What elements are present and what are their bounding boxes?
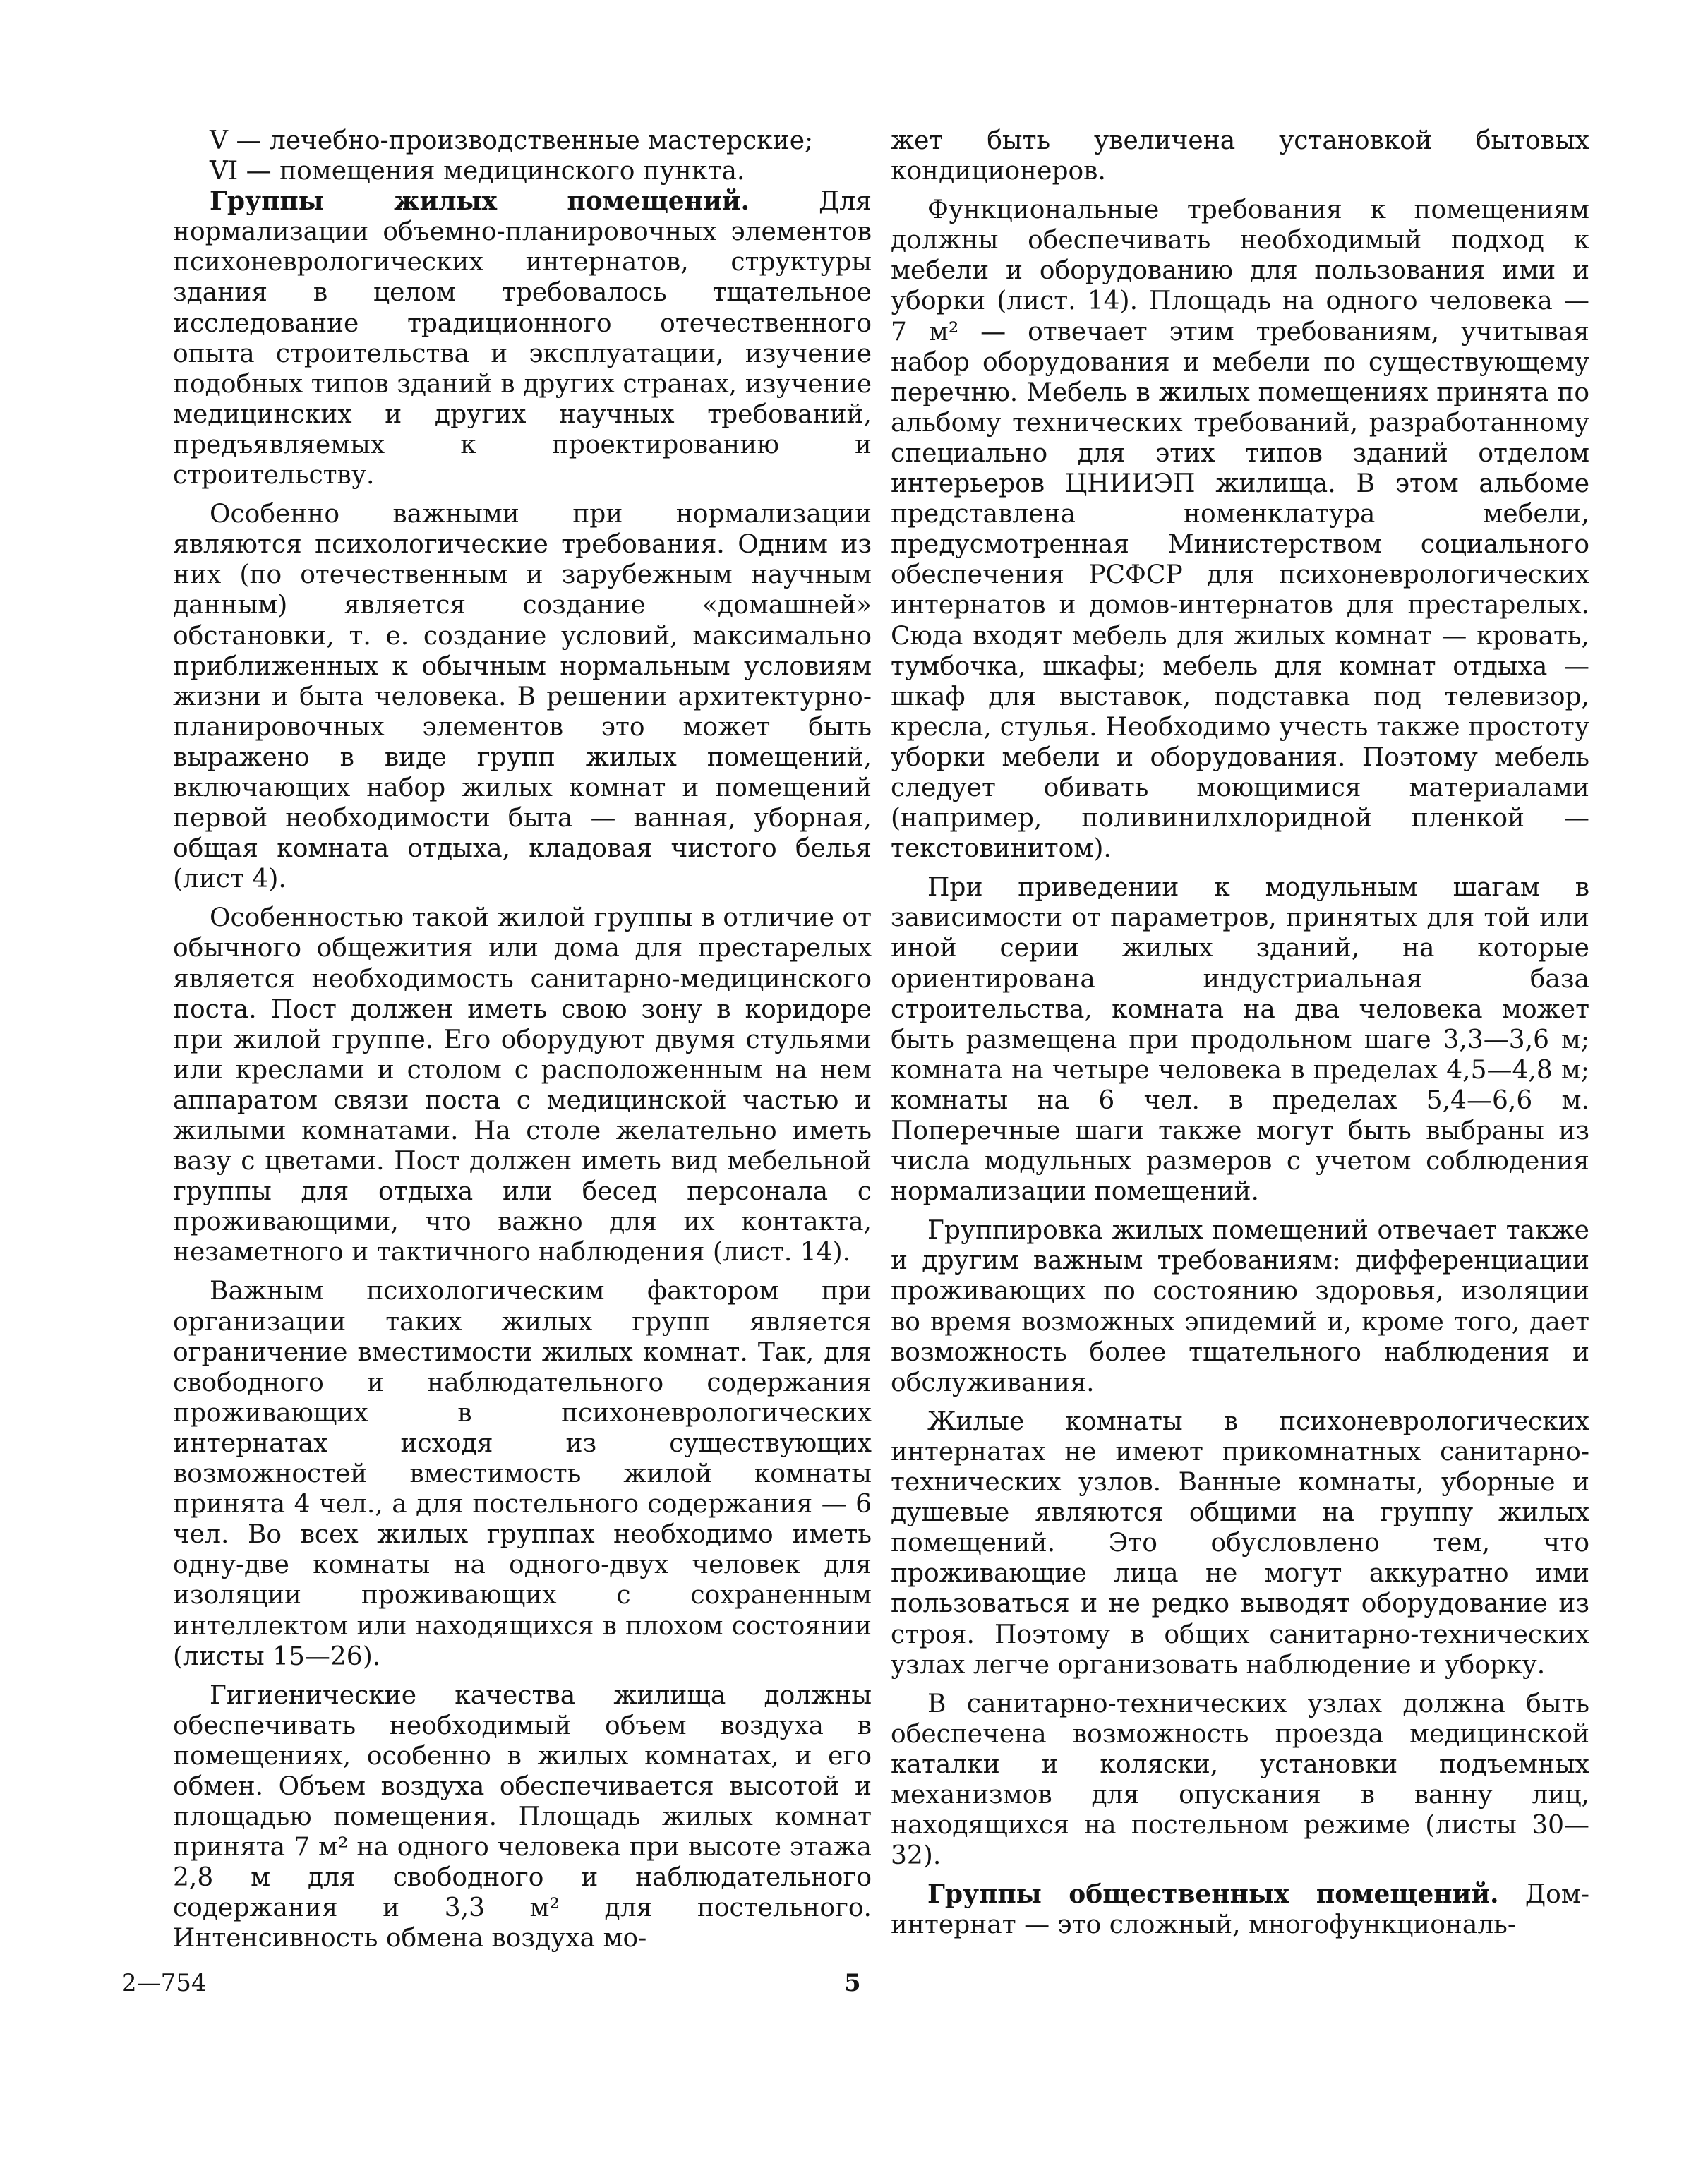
paragraph-medical-post: Особенностью такой жилой группы в отличие от обычного общежития или дома для престарелых является необходимость санитарно-медицинского поста. Пост должен иметь свою зону в коридоре при жилой группе. Его оборудуют двумя стульями или креслами и столом с расположенным на нем аппаратом связи поста с медицинской частью и жилыми комнатами. На столе желательно иметь вазу с цветами. Пост должен иметь вид мебельной группы для отдыха или бесед персонала с проживающими, что важно для их контакта, незаметного и тактичного наблюдения (лист. 14).	[173, 903, 872, 1267]
paragraph-public-groups	[891, 1879, 1589, 1940]
paragraph-residential-groups	[173, 186, 872, 490]
paragraph-list-item-v: V — лечебно-производственные мастерские;	[210, 126, 814, 155]
paragraph-continuation: жет быть увеличена установкой бытовых кондиционеров.	[891, 126, 1589, 186]
paragraph-grouping: Группировка жилых помещений отвечает также и другим важным требованиям: дифференциации проживающих по состоянию здоровья, изоляции во время возможных эпидемий и, кроме того, дает возможность более тщательного наблюдения и обслуживания.	[891, 1216, 1589, 1397]
paragraph-room-capacity: Важным психологическим фактором при организации таких жилых групп является ограничение вместимости жилых комнат. Так, для свободного и наблюдательного содержания проживающих в психоневрологических интернатах исходя из существующих возможностей вместимость жилой комнаты принята 4 чел., а для постельного содержания — 6 чел. Во всех жилых группах необходимо иметь одну-две комнаты на одного-двух человек для изоляции проживающих с сохраненным интеллектом или находящихся в плохом состоянии (листы 15—26).	[173, 1277, 872, 1671]
section-heading-residential-groups: Группы жилых помещений.	[210, 186, 750, 217]
paragraph-wheelchair-access: В санитарно-технических узлах должна быть обеспечена возможность проезда медицинской каталки и коляски, установки подъемных механизмов для опускания в ванну лиц, находящихся на постельном режиме (листы 30—32).	[891, 1689, 1589, 1871]
right-column	[891, 126, 1589, 1940]
paragraph-psychological-requirements: Особенно важными при нормализации являются психологические требования. Одним из них (по отечественным и зарубежным научным данным) является создание «домашней» обстановки, т. е. создание условий, максимально приближенных к обычным нормальным условиям жизни и быта человека. В решении архитектурно-планировочных элементов это может быть выражено в виде групп жилых помещений, включающих набор жилых комнат и помещений первой необходимости быта — ванная, уборная, общая комната отдыха, кладовая чистого белья (лист 4).	[173, 500, 872, 894]
paragraph-functional-requirements: Функциональные требования к помещениям должны обеспечивать необходимый подход к мебели и оборудованию для пользования ими и уборки (лист. 14). Площадь на одного человека — 7 м² — отвечает этим требованиям, учитывая набор оборудования и мебели по существующему перечню. Мебель в жилых помещениях принята по альбому технических требований, разработанному специально для этих типов зданий отделом интерьеров ЦНИИЭП жилища. В этом альбоме представлена номенклатура мебели, предусмотренная Министерством социального обеспечения РСФСР для психоневрологических интернатов и домов-интернатов для престарелых. Сюда входят мебель для жилых комнат — кровать, тумбочка, шкафы; мебель для комнат отдыха — шкаф для выставок, подставка под телевизор, кресла, стулья. Необходимо учесть также простоту уборки мебели и оборудования. Поэтому мебель следует обивать моющимися материалами (например, поливинилхлоридной пленкой — текстовинитом).	[891, 195, 1589, 864]
printer-signature-mark: 2—754	[121, 1969, 207, 1997]
paragraph-modular-steps: При приведении к модульным шагам в зависимости от параметров, принятых для той или иной серии жилых зданий, на которые ориентирована индустриальная база строительства, комната на два человека может быть размещена при продольном шаге 3,3—3,6 м; комната на четыре человека в пределах 4,5—4,8 м; комнаты на 6 чел. в пределах 5,4—6,6 м. Поперечные шаги также могут быть выбраны из числа модульных размеров с учетом соблюдения нормализации помещений.	[891, 873, 1589, 1207]
paragraph-text: Для нормализации объемно-планировочных элементов психоневрологических интернатов, структуры здания в целом требовалось тщательное исследование традиционного отечественного опыта строительства и эксплуатации, изучение подобных типов зданий в других странах, изучение медицинских и других научных требований, предъявляемых к проектированию и строительству.	[173, 187, 872, 490]
paragraph-list-item-vi: VI — помещения медицинского пункта.	[210, 157, 745, 186]
left-column	[173, 126, 872, 1954]
page-number: 5	[844, 1969, 861, 1997]
section-heading-public-groups: Группы общественных помещений.	[927, 1879, 1499, 1910]
paragraph-text: Дом-интернат — это сложный, многофункциональ-	[891, 1880, 1589, 1940]
paragraph-hygiene: Гигиенические качества жилища должны обеспечивать необходимый объем воздуха в помещениях, особенно в жилых комнатах, и его обмен. Объем воздуха обеспечивается высотой и площадью помещения. Площадь жилых комнат принята 7 м² на одного человека при высоте этажа 2,8 м для свободного и наблюдательного содержания и 3,3 м² для постельного. Интенсивность обмена воздуха мо-	[173, 1680, 872, 1953]
paragraph-sanitary-units: Жилые комнаты в психоневрологических интернатах не имеют прикомнатных санитарно-технических узлов. Ванные комнаты, уборные и душевые являются общими на группу жилых помещений. Это обусловлено тем, что проживающие лица не могут аккуратно ими пользоваться и не редко выводят оборудование из строя. Поэтому в общих санитарно-технических узлах легче организовать наблюдение и уборку.	[891, 1407, 1589, 1680]
